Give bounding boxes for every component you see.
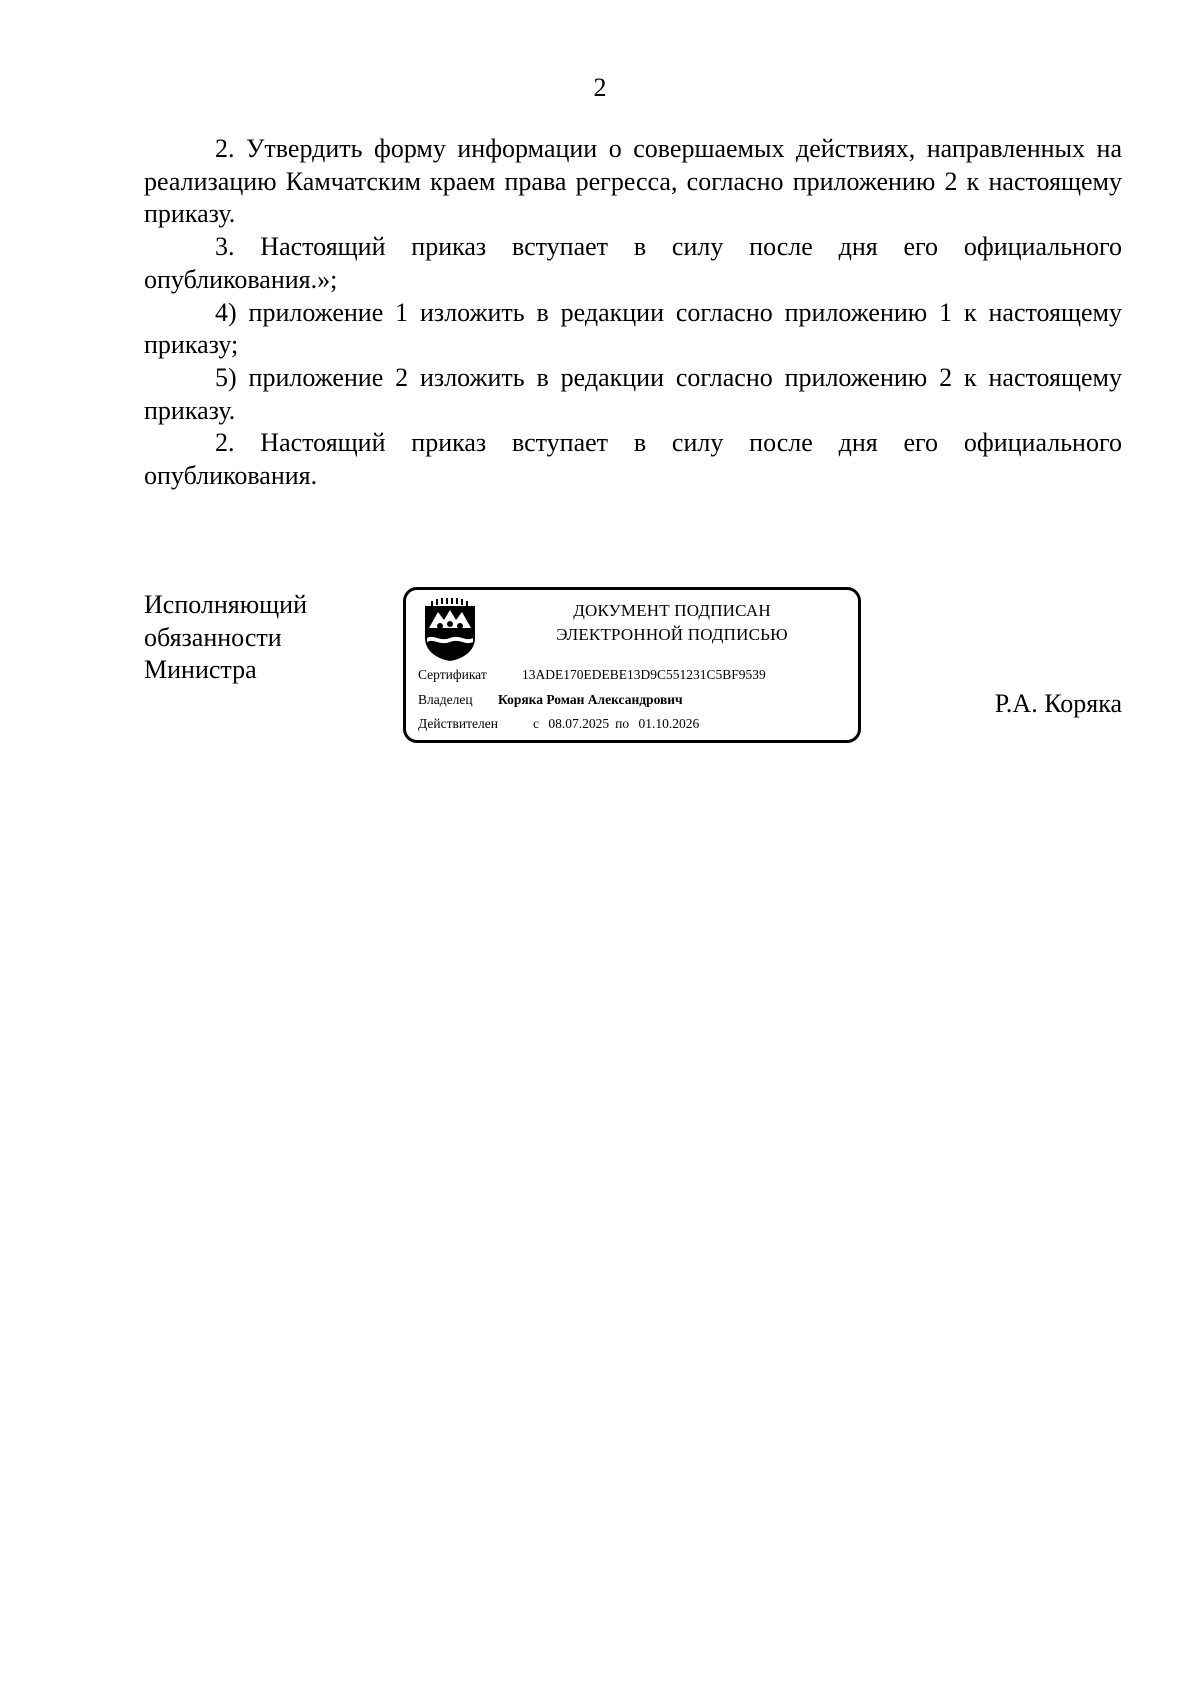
signer-position-line: Министра: [144, 655, 257, 685]
esig-owner-row: [418, 691, 683, 709]
esig-certificate-value: 13ADE170EDEBE13D9C551231C5BF9539: [522, 667, 766, 682]
esig-title-line: ЭЛЕКТРОННОЙ ПОДПИСЬЮ: [556, 625, 788, 644]
esig-valid-from-prefix: с: [533, 716, 539, 731]
electronic-signature-stamp: [403, 587, 861, 743]
kamchatka-coat-of-arms-icon: [422, 598, 478, 662]
esig-title-line: ДОКУМЕНТ ПОДПИСАН: [573, 601, 771, 620]
paragraph: 2. Утвердить форму информации о совершаемых действиях, направленных на реализацию Камчатским краем права регресса, согласно приложению 2 к настоящему приказу.: [144, 134, 1122, 229]
esig-valid-from: 08.07.2025: [548, 716, 610, 731]
document-body: [144, 133, 1122, 493]
signer-position-line: обязанности: [144, 622, 282, 652]
paragraph: 4) приложение 1 изложить в редакции согласно приложению 1 к настоящему приказу;: [144, 297, 1122, 360]
esig-valid-to: 01.10.2026: [638, 716, 700, 731]
signer-position: [144, 589, 374, 687]
paragraph: 3. Настоящий приказ вступает в силу после дня его официального опубликования.»;: [144, 232, 1122, 294]
esig-certificate-label: Сертификат: [418, 667, 487, 682]
paragraph: 5) приложение 2 изложить в редакции согласно приложению 2 к настоящему приказу.: [144, 362, 1122, 425]
page-number: 2: [593, 73, 607, 102]
esig-validity-row: [418, 715, 705, 733]
esig-owner-value: Коряка Роман Александрович: [498, 692, 683, 707]
esig-valid-to-prefix: по: [615, 716, 630, 731]
esig-owner-label: Владелец: [418, 692, 473, 707]
paragraph: 2. Настоящий приказ вступает в силу после дня его официального опубликования.: [144, 428, 1122, 491]
signer-name: Р.А. Коряка: [994, 689, 1122, 718]
esig-title: [496, 599, 848, 647]
signer-position-line: Исполняющий: [144, 590, 308, 619]
esig-validity-label: Действителен: [418, 716, 498, 731]
esig-certificate-row: [418, 666, 766, 684]
